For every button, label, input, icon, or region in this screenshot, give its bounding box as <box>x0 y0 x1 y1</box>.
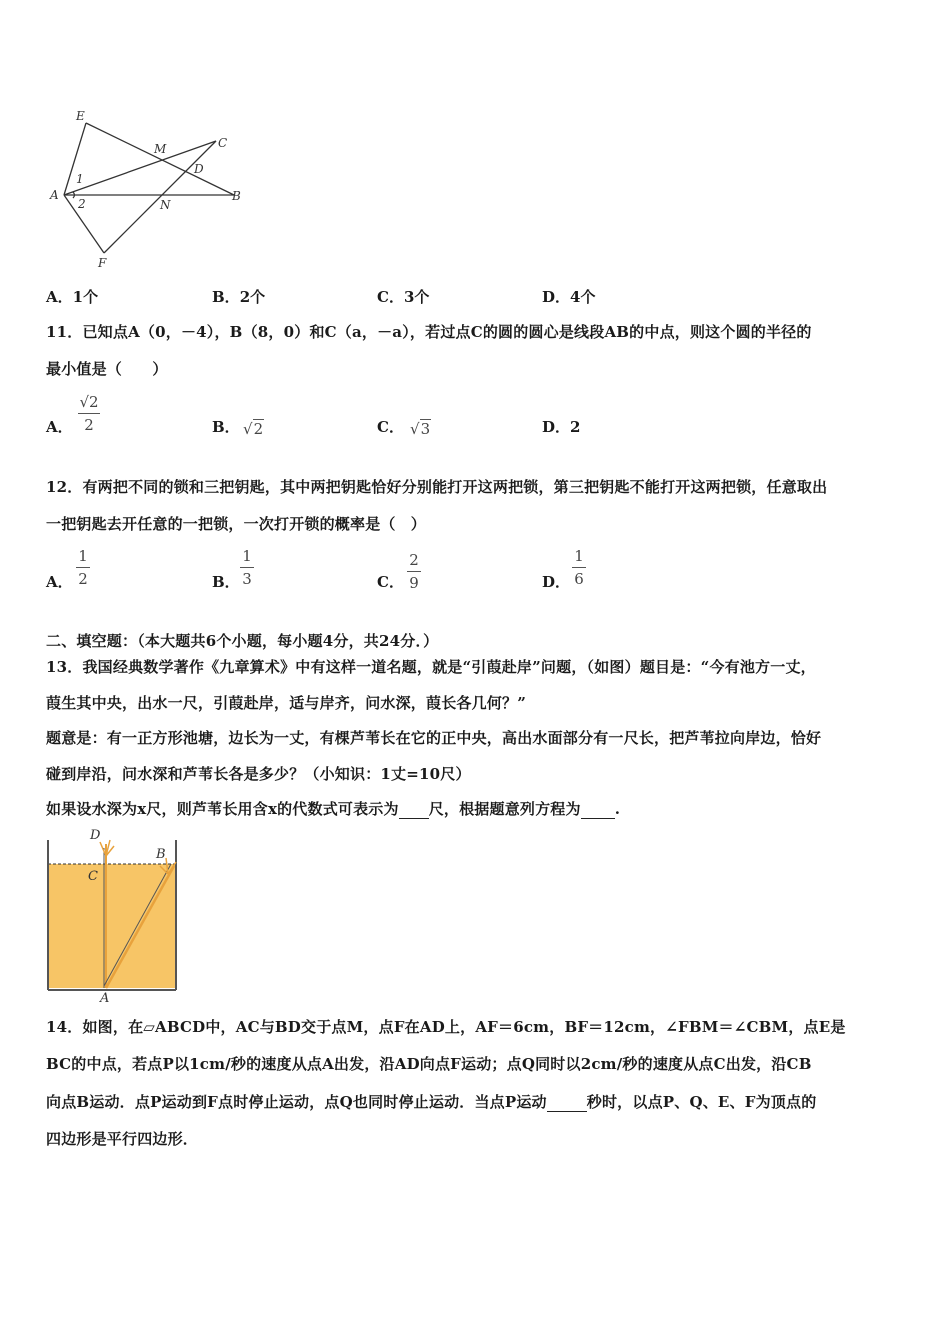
q13-line-5-part-1: 如果设水深为x尺，则芦苇长用含x的代数式可表示为 <box>46 800 399 818</box>
label-d: D <box>194 162 204 176</box>
q11-option-b-sqrt <box>243 419 264 438</box>
q11-option-d-letter: D． <box>542 418 571 436</box>
q10-option-d-text: 4个 <box>570 288 596 306</box>
q11-option-a-fraction <box>78 393 100 434</box>
q12-option-d[interactable] <box>542 571 570 592</box>
q12-option-d-numerator: 1 <box>574 547 584 565</box>
label-e: E <box>76 109 85 123</box>
fraction-bar <box>78 413 100 414</box>
q11-option-b-letter: B． <box>212 418 240 436</box>
q10-option-b[interactable] <box>212 286 265 307</box>
segment-eb <box>86 123 234 195</box>
q11-option-a-numerator: √2 <box>79 393 99 411</box>
q12-option-b-denominator: 3 <box>242 570 252 588</box>
q12-option-b[interactable] <box>212 571 240 592</box>
q11-option-c[interactable] <box>377 416 404 437</box>
q12-option-a[interactable] <box>46 571 73 592</box>
q11-option-c-radicand: 3 <box>420 420 431 438</box>
fraction-bar <box>572 567 586 568</box>
radical-sign-icon: √ <box>410 420 420 438</box>
q14-stem-line-4: 四边形是平行四边形． <box>46 1130 199 1148</box>
q10-option-c-text: 3个 <box>403 288 430 306</box>
fraction-bar <box>240 567 254 568</box>
q10-option-b-letter: B． <box>212 288 240 306</box>
section-2-heading: 二、填空题：（本大题共6个小题，每小题4分，共24分．） <box>46 632 439 650</box>
q12-option-a-denominator: 2 <box>78 570 88 588</box>
fraction-bar <box>76 567 90 568</box>
label-1: 1 <box>76 172 84 186</box>
label-2: 2 <box>78 197 86 211</box>
q11-option-a[interactable] <box>46 416 73 437</box>
q13-stem-line-4: 碰到岸沿，问水深和芦苇长各是多少？（小知识：1丈=10尺） <box>46 765 471 783</box>
q12-option-c-denominator: 9 <box>409 574 419 592</box>
q13-stem-line-5 <box>46 798 620 819</box>
q13-answer-blank-1[interactable] <box>399 800 429 819</box>
q10-option-a-text: 1个 <box>72 288 99 306</box>
q14-line-3-part-2: 秒时，以点P、Q、E、F为顶点的 <box>586 1093 817 1111</box>
label-f: F <box>98 256 107 270</box>
q13-line-5-part-2: 尺，根据题意列方程为 <box>428 800 581 818</box>
q12-option-b-letter: B． <box>212 573 240 591</box>
q12-stem-line-1: 12．有两把不同的锁和三把钥匙，其中两把钥匙恰好分别能打开这两把锁，第三把钥匙不能打开这两把锁，任意取出 <box>46 478 828 496</box>
label-a: A <box>100 991 110 1004</box>
q11-option-c-sqrt <box>410 419 431 438</box>
q14-stem-line-3 <box>46 1091 816 1112</box>
q13-stem-line-3: 题意是：有一正方形池塘，边长为一丈，有棵芦苇长在它的正中央，高出水面部分有一尺长，把芦苇拉向岸边，恰好 <box>46 729 822 747</box>
q10-option-a[interactable] <box>46 286 98 307</box>
q12-option-d-fraction <box>572 547 586 588</box>
q12-option-d-denominator: 6 <box>574 570 584 588</box>
q12-option-b-numerator: 1 <box>242 547 252 565</box>
q12-option-d-letter: D． <box>542 573 571 591</box>
label-d: D <box>90 828 101 843</box>
label-c: C <box>218 136 228 150</box>
q11-option-d[interactable] <box>542 416 580 437</box>
reed-pond-figure <box>40 826 190 1004</box>
label-c: C <box>88 869 98 884</box>
q12-option-a-fraction <box>76 547 90 588</box>
q11-option-a-denominator: 2 <box>84 416 94 434</box>
q14-line-3-part-1: 向点B运动．点P运动到F点时停止运动，点Q也同时停止运动．当点P运动 <box>46 1093 547 1111</box>
label-b: B <box>232 189 241 203</box>
q12-stem-line-2: 一把钥匙去开任意的一把锁，一次打开锁的概率是（ ） <box>46 515 427 533</box>
q13-stem-line-2: 葭生其中央，出水一尺，引葭赴岸，适与岸齐，问水深，葭长各几何？” <box>46 694 527 712</box>
q13-line-5-part-3: . <box>614 800 621 818</box>
q13-stem-line-1: 13．我国经典数学著作《九章算术》中有这样一道名题，就是“引葭赴岸”问题，（如图）题目是：“今有池方一丈， <box>46 658 816 676</box>
q10-option-a-letter: A． <box>46 288 73 306</box>
q11-option-b-radicand: 2 <box>253 420 264 438</box>
geometry-figure-1 <box>44 105 254 270</box>
label-n: N <box>160 198 171 212</box>
q12-option-c-letter: C． <box>377 573 404 591</box>
q10-option-c[interactable] <box>377 286 429 307</box>
radical-sign-icon: √ <box>243 420 253 438</box>
q10-option-c-letter: C． <box>377 288 404 306</box>
fraction-bar <box>407 571 421 572</box>
q10-option-b-text: 2个 <box>239 288 266 306</box>
q10-option-d[interactable] <box>542 286 595 307</box>
segment-fc <box>104 141 216 253</box>
q14-stem-line-2: BC的中点，若点P以1cm/秒的速度从点A出发，沿AD向点F运动；点Q同时以2cm/秒的速度从点C出发，沿CB <box>46 1055 812 1073</box>
q14-answer-blank[interactable] <box>547 1093 587 1112</box>
label-m: M <box>154 142 167 156</box>
q11-stem-line-1: 11．已知点A（0，－4），B（8，0）和C（a，－a），若过点C的圆的圆心是线段AB的中点，则这个圆的半径的 <box>46 323 812 341</box>
q11-option-b[interactable] <box>212 416 240 437</box>
q11-stem-line-2: 最小值是（ ） <box>46 360 168 378</box>
q11-option-c-letter: C． <box>377 418 404 436</box>
q12-option-b-fraction <box>240 547 254 588</box>
q12-option-a-letter: A． <box>46 573 73 591</box>
q10-option-d-letter: D． <box>542 288 571 306</box>
label-a: A <box>50 188 59 202</box>
q12-option-a-numerator: 1 <box>78 547 88 565</box>
pond-water <box>48 864 176 988</box>
label-b: B <box>156 847 166 862</box>
q12-option-c-numerator: 2 <box>409 551 419 569</box>
q11-option-a-letter: A． <box>46 418 73 436</box>
q12-option-c-fraction <box>407 551 421 592</box>
q13-answer-blank-2[interactable] <box>581 800 615 819</box>
q11-option-d-text: 2 <box>570 418 581 436</box>
q14-stem-line-1: 14．如图，在▱ABCD中，AC与BD交于点M，点F在AD上，AF＝6cm，BF＝12cm，∠FBM＝∠CBM，点E是 <box>46 1018 846 1036</box>
q12-option-c[interactable] <box>377 571 404 592</box>
